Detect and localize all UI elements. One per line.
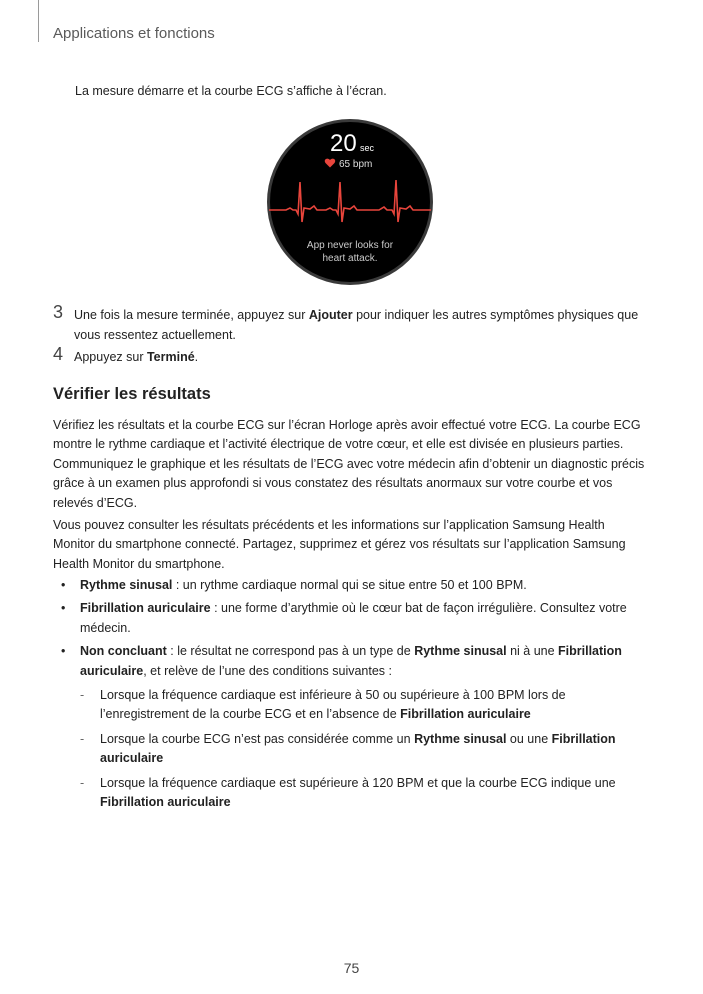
health-monitor-paragraph: Vous pouvez consulter les résultats précédents et les informations sur l’application Samsung Health Monitor du smartphone connecté. Partagez, supprimez et gérez vos résultats sur l’application Samsung Health Monitor du smartphone. bbox=[53, 518, 626, 571]
ecg-seconds: 20 bbox=[330, 130, 357, 157]
step-number: 3 bbox=[53, 302, 64, 322]
header-rule bbox=[38, 0, 39, 42]
section-header: Applications et fonctions bbox=[53, 25, 215, 42]
results-paragraph: Vérifiez les résultats et la courbe ECG sur l’écran Horloge après avoir effectué votre ECG. La courbe ECG montre le rythme cardiaque et l’activité électrique de votre cœur, et elle est divisée en plusieurs parties. Communiquez le graphique et les résultats de l’ECG avec votre médecin afin d’obtenir un diagnostic précis grâce à un examen plus approfondi si vous constatez des résultats anormaux sur votre courbe et vos relevés d’ECG. bbox=[53, 418, 645, 510]
ecg-bpm: 65 bpm bbox=[339, 159, 373, 170]
list-item: • Fibrillation auriculaire : une forme d’arythmie où le cœur bat de façon irrégulière. Consultez votre médecin. bbox=[61, 601, 627, 635]
step-text: Une fois la mesure terminée, appuyez sur Ajouter pour indiquer les autres symptômes physiques que vous ressentez actuellement. bbox=[74, 308, 639, 342]
list-item: • Non concluant : le résultat ne correspond pas à un type de Rythme sinusal ni à une Fibrillation auriculaire, et relève de l’une des conditions suivantes : bbox=[61, 644, 622, 678]
sub-list-item: - Lorsque la fréquence cardiaque est supérieure à 120 BPM et que la courbe ECG indique une Fibrillation auriculaire bbox=[80, 775, 616, 810]
result-types-list bbox=[53, 576, 649, 817]
disclaimer-line-2: heart attack. bbox=[322, 253, 378, 264]
ecg-seconds-unit: sec bbox=[360, 143, 375, 153]
step-number: 4 bbox=[53, 344, 64, 364]
bullet-icon: • bbox=[61, 578, 66, 592]
bullet-icon: • bbox=[61, 644, 66, 659]
disclaimer-line-1: App never looks for bbox=[306, 240, 394, 251]
sub-list-item: - Lorsque la fréquence cardiaque est inférieure à 50 ou supérieure à 100 BPM lors de l’enregistrement de la courbe ECG et en l’absence de Fibrillation auriculaire bbox=[80, 688, 566, 722]
watch-ecg-screen bbox=[266, 118, 434, 286]
dash-icon: - bbox=[80, 688, 85, 703]
page-number: 75 bbox=[343, 960, 360, 976]
bullet-icon: • bbox=[61, 601, 66, 616]
dash-icon: - bbox=[80, 775, 85, 790]
dash-icon: - bbox=[80, 731, 85, 746]
intro-text: La mesure démarre et la courbe ECG s’affiche à l’écran. bbox=[75, 84, 387, 98]
section-heading: Vérifier les résultats bbox=[53, 385, 211, 403]
sub-list-item: - Lorsque la courbe ECG n’est pas considérée comme un Rythme sinusal ou une Fibrillation auriculaire bbox=[80, 731, 616, 766]
step-text: Appuyez sur Terminé. bbox=[74, 350, 199, 364]
list-item: • Rythme sinusal : un rythme cardiaque normal qui se situe entre 50 et 100 BPM. bbox=[53, 576, 649, 595]
